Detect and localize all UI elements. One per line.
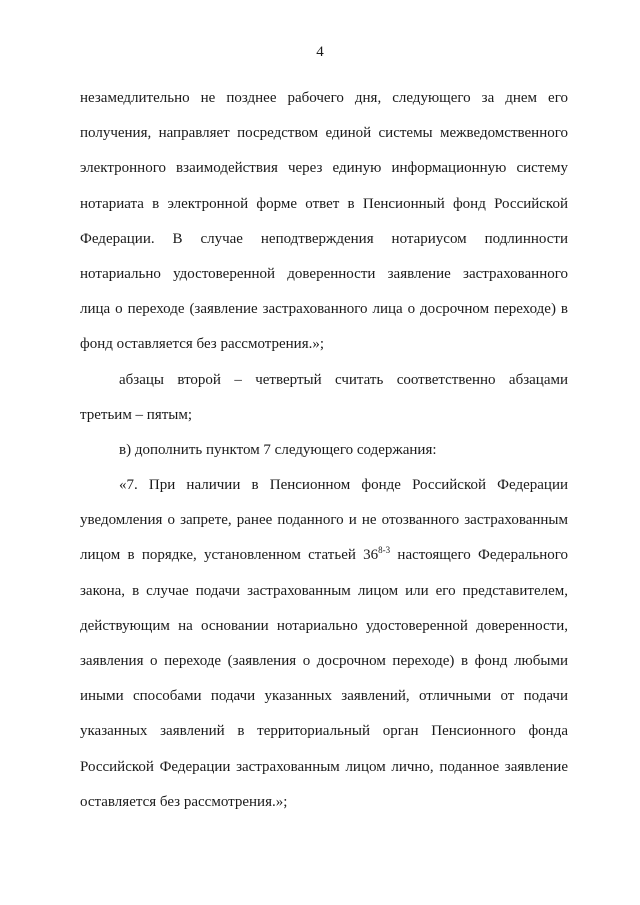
paragraph bbox=[80, 468, 568, 820]
text-line: уведомления о запрете, ранее поданного и не отозванного застрахованным bbox=[80, 512, 568, 529]
text-line: Федерации. В случае неподтверждения нотариусом подлинности bbox=[80, 230, 568, 247]
text-fragment: лицом в порядке, установленном статьей 36 bbox=[80, 547, 379, 564]
text-line: незамедлительно не позднее рабочего дня, следующего за днем его bbox=[80, 90, 568, 106]
paragraph bbox=[80, 433, 568, 468]
text-line: получения, направляет посредством единой системы межведомственного bbox=[80, 125, 568, 142]
text-line: заявления о переходе (заявления о досрочном переходе) в фонд любыми bbox=[80, 653, 568, 669]
page-number: 4 bbox=[316, 44, 324, 60]
text-line bbox=[80, 538, 568, 573]
text-line: лица о переходе (заявление застрахованного лица о досрочном переходе) в bbox=[80, 301, 568, 318]
text-line: закона, в случае подачи застрахованным лицом или его представителем, bbox=[80, 582, 568, 599]
text-line: в) дополнить пунктом 7 следующего содержания: bbox=[119, 441, 437, 458]
text-line: абзацы второй – четвертый считать соответственно абзацами bbox=[119, 371, 568, 388]
document-body bbox=[80, 81, 568, 820]
text-line: третьим – пятым; bbox=[80, 406, 193, 423]
text-line: электронного взаимодействия через единую информационную систему bbox=[80, 160, 568, 177]
text-line: действующим на основании нотариально удостоверенной доверенности, bbox=[80, 617, 568, 634]
text-line: нотариата в электронной форме ответ в Пенсионный фонд Российской bbox=[80, 195, 568, 212]
text-line: фонд оставляется без рассмотрения.»; bbox=[80, 336, 325, 353]
superscript: 8-3 bbox=[378, 545, 391, 556]
text-fragment: настоящего Федерального bbox=[390, 547, 569, 564]
text-line: «7. При наличии в Пенсионном фонде Российской Федерации bbox=[119, 477, 568, 494]
text-line: Российской Федерации застрахованным лицом лично, поданное заявление bbox=[80, 758, 568, 775]
text-line: иными способами подачи указанных заявлений, отличными от подачи bbox=[80, 688, 568, 705]
text-line: нотариально удостоверенной доверенности заявление застрахованного bbox=[80, 265, 568, 282]
paragraph bbox=[80, 363, 568, 433]
text-line: указанных заявлений в территориальный орган Пенсионного фонда bbox=[80, 723, 568, 740]
paragraph bbox=[80, 81, 568, 363]
text-line: оставляется без рассмотрения.»; bbox=[80, 793, 288, 810]
